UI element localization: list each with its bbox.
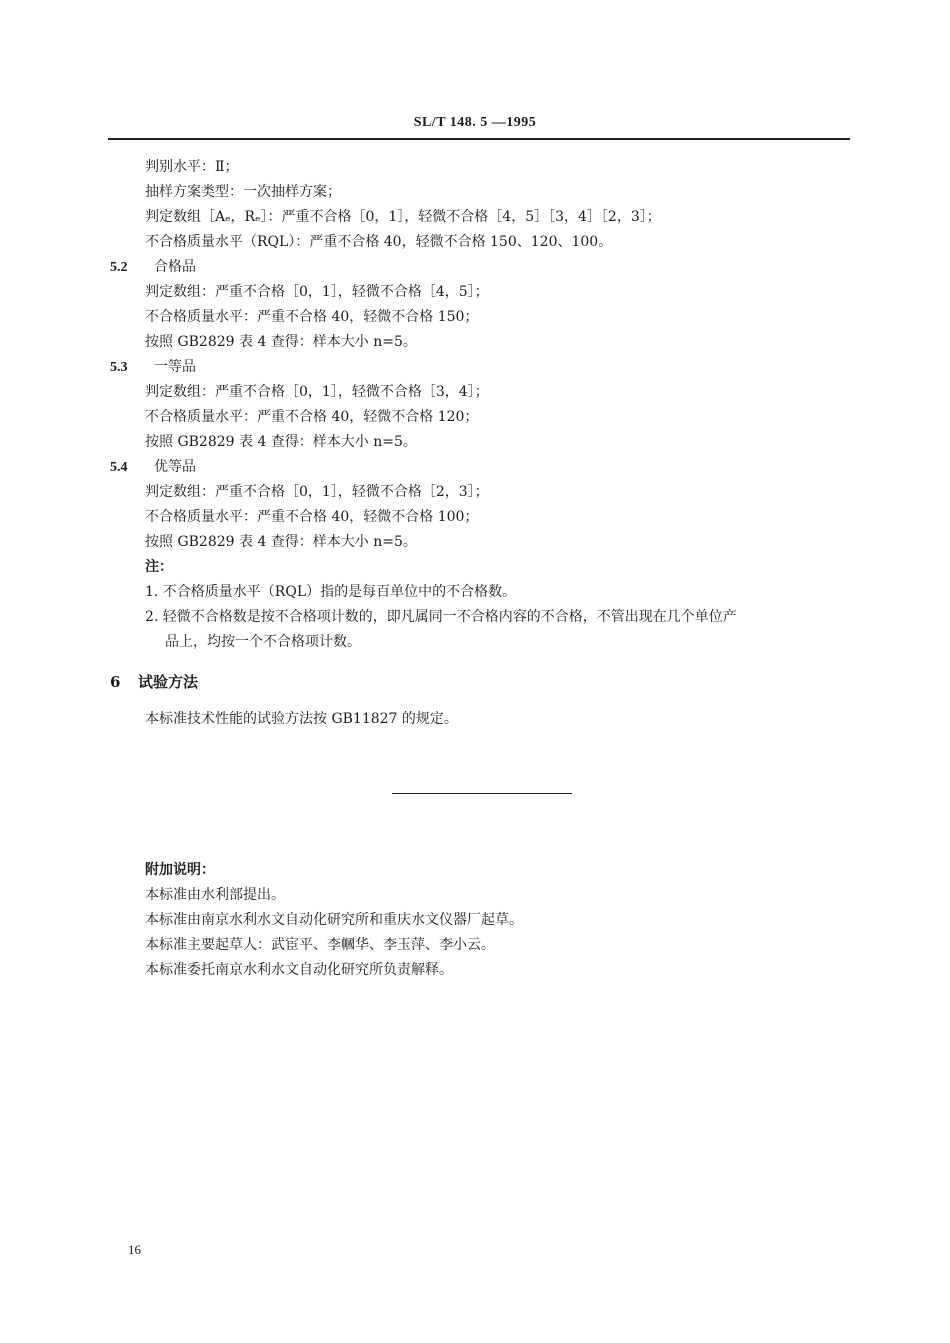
rql-line: 不合格质量水平：严重不合格 40，轻微不合格 150； [145, 309, 479, 325]
sample-size-line: 按照 GB2829 表 4 查得：样本大小 n=5。 [145, 534, 417, 550]
sample-size-line: 按照 GB2829 表 4 查得：样本大小 n=5。 [145, 334, 417, 350]
rql-line: 不合格质量水平（RQL）：严重不合格 40，轻微不合格 150、120、100。 [145, 234, 613, 250]
judge-array: 判定数组［Aₑ，Rₑ］：严重不合格［0，1］，轻微不合格［4，5］［3，4］［2，3］； [145, 209, 661, 225]
separator-rule [392, 793, 572, 794]
section-number: 6 [110, 673, 121, 691]
section-5-2-heading [110, 257, 196, 278]
section-number: 5.2 [110, 260, 128, 275]
note-2-line-2: 品上，均按一个不合格项计数。 [165, 634, 361, 650]
section-6-body: 本标准技术性能的试验方法按 GB11827 的规定。 [145, 711, 458, 727]
appendix-line: 本标准由南京水利水文自动化研究所和重庆水文仪器厂起草。 [145, 912, 523, 928]
note-1: 1. 不合格质量水平（RQL）指的是每百单位中的不合格数。 [145, 584, 517, 600]
page-number: 16 [128, 1242, 141, 1257]
notes-label: 注： [145, 559, 173, 575]
judge-level: 判别水平：Ⅱ； [145, 159, 239, 175]
section-6-heading [110, 672, 198, 692]
section-title: 优等品 [154, 459, 196, 475]
rql-line: 不合格质量水平：严重不合格 40，轻微不合格 100； [145, 509, 479, 525]
appendix-title: 附加说明： [145, 862, 215, 878]
section-number: 5.4 [110, 460, 128, 475]
section-title: 一等品 [154, 359, 196, 375]
section-5-3-heading [110, 357, 196, 378]
appendix-line: 本标准主要起草人：武宦平、李幗华、李玉萍、李小云。 [145, 937, 495, 953]
judge-array: 判定数组：严重不合格［0，1］，轻微不合格［2，3］； [145, 484, 489, 500]
section-title: 合格品 [154, 259, 196, 275]
sampling-plan-type: 抽样方案类型：一次抽样方案； [145, 184, 341, 200]
header-rule [108, 138, 850, 140]
sample-size-line: 按照 GB2829 表 4 查得：样本大小 n=5。 [145, 434, 417, 450]
section-title: 试验方法 [138, 673, 199, 691]
section-5-4-heading [110, 457, 196, 478]
judge-array: 判定数组：严重不合格［0，1］，轻微不合格［3，4］； [145, 384, 489, 400]
appendix-line: 本标准由水利部提出。 [145, 887, 285, 903]
header-code: SL/T 148. 5 —1995 [413, 115, 537, 130]
section-number: 5.3 [110, 360, 128, 375]
note-2-line-1: 2. 轻微不合格数是按不合格项计数的，即凡属同一不合格内容的不合格，不管出现在几个单位产 [145, 609, 737, 625]
appendix-line: 本标准委托南京水利水文自动化研究所负责解释。 [145, 962, 453, 978]
judge-array: 判定数组：严重不合格［0，1］，轻微不合格［4，5］； [145, 284, 489, 300]
rql-line: 不合格质量水平：严重不合格 40，轻微不合格 120； [145, 409, 479, 425]
